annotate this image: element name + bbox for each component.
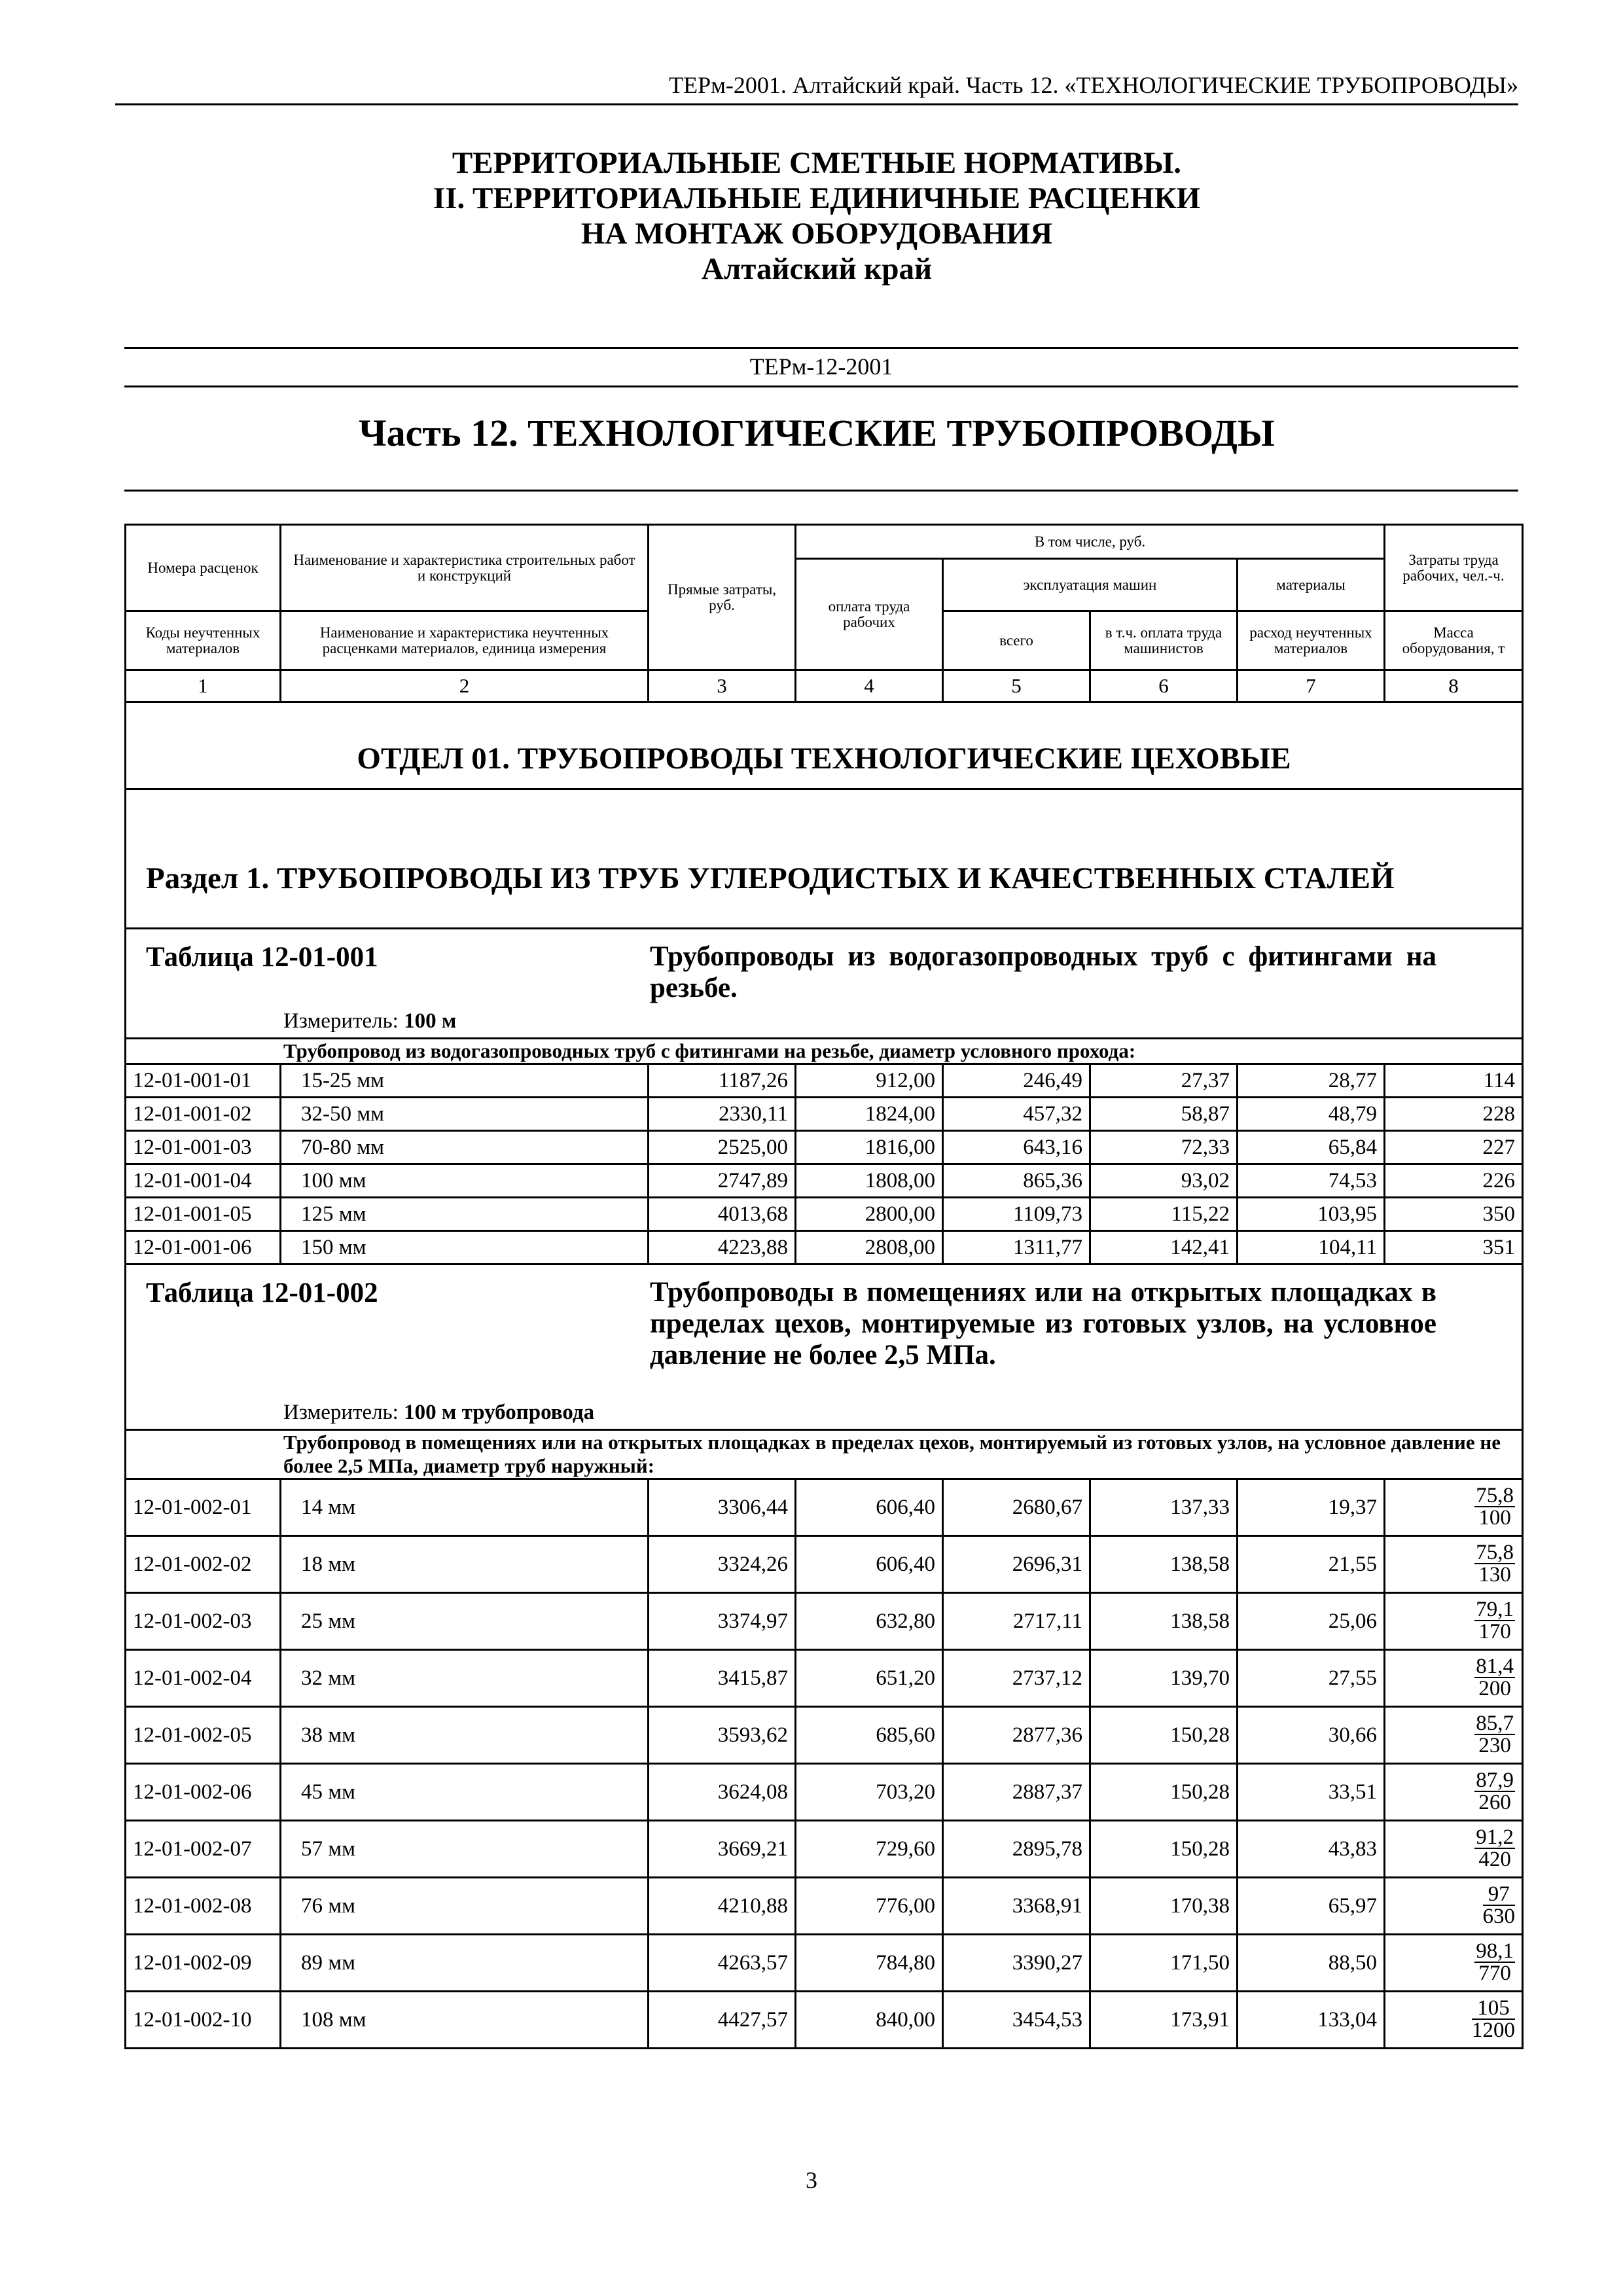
direct-cost: 3415,87 [649, 1650, 796, 1707]
materials-cost: 48,79 [1238, 1098, 1385, 1131]
rate-code: 12-01-001-01 [126, 1064, 281, 1098]
document-code: ТЕРм-12-2001 [124, 347, 1518, 387]
table-row [126, 1935, 1523, 1992]
machine-cost: 2680,67 [943, 1479, 1090, 1536]
header-col4: оплата труда рабочих [796, 559, 943, 670]
machine-cost: 3368,91 [943, 1878, 1090, 1935]
table-row [126, 1231, 1523, 1265]
column-number: 6 [1090, 670, 1238, 702]
labor-hours: 105 [1472, 1998, 1515, 2020]
direct-cost: 3593,62 [649, 1707, 796, 1764]
table-row [126, 1198, 1523, 1231]
razdel-heading: Раздел 1. ТРУБОПРОВОДЫ ИЗ ТРУБ УГЛЕРОДИСТЫХ И КАЧЕСТВЕННЫХ СТАЛЕЙ [126, 789, 1523, 929]
header-col1-top: Номера расценок [126, 525, 281, 611]
labor-hours: 91,2 [1476, 1825, 1514, 1849]
direct-cost: 4223,88 [649, 1231, 796, 1265]
column-number: 7 [1238, 670, 1385, 702]
work-name: 38 мм [281, 1707, 649, 1764]
materials-cost: 88,50 [1238, 1935, 1385, 1992]
materials-cost: 33,51 [1238, 1764, 1385, 1821]
machine-cost: 2887,37 [943, 1764, 1090, 1821]
machine-cost: 1109,73 [943, 1198, 1090, 1231]
rate-code: 12-01-002-02 [126, 1536, 281, 1593]
header-col3: Прямые затраты, руб. [649, 525, 796, 670]
table1-measure: Измеритель: 100 м [283, 1009, 457, 1033]
labor-hours-mass [1385, 1707, 1523, 1764]
direct-cost: 3306,44 [649, 1479, 796, 1536]
rate-code: 12-01-002-10 [126, 1992, 281, 2049]
direct-cost: 2525,00 [649, 1131, 796, 1164]
part-title: Часть 12. ТЕХНОЛОГИЧЕСКИЕ ТРУБОПРОВОДЫ [359, 412, 1275, 454]
running-title: ТЕРм-2001. Алтайский край. Часть 12. «ТЕХНОЛОГИЧЕСКИЕ ТРУБОПРОВОДЫ» [669, 72, 1518, 98]
table2-heading [126, 1265, 1522, 1429]
equipment-mass: 130 [1478, 1562, 1511, 1587]
table1-caption: Трубопровод из водогазопроводных труб с фитингами на резьбе, диаметр условного прохода: [126, 1039, 1523, 1064]
table2-caption: Трубопровод в помещениях или на открытых площадках в пределах цехов, монтируемый из готовых узлов, на условное давление не более 2,5 МПа, диаметр труб наружный: [126, 1430, 1523, 1479]
table-row [126, 1593, 1523, 1650]
labor-cost: 1824,00 [796, 1098, 943, 1131]
machinist-cost: 27,37 [1090, 1064, 1238, 1098]
title-line-3: НА МОНТАЖ ОБОРУДОВАНИЯ [580, 217, 1053, 251]
header-col8-top: Затраты труда рабочих, чел.-ч. [1385, 525, 1523, 611]
rate-code: 12-01-001-03 [126, 1131, 281, 1164]
table1-heading [126, 929, 1522, 1037]
labor-cost: 606,40 [796, 1479, 943, 1536]
materials-cost: 65,84 [1238, 1131, 1385, 1164]
machine-cost: 2895,78 [943, 1821, 1090, 1878]
work-name: 18 мм [281, 1536, 649, 1593]
table-row [126, 1131, 1523, 1164]
header-col5: всего [943, 611, 1090, 670]
column-number: 5 [943, 670, 1090, 702]
materials-cost: 19,37 [1238, 1479, 1385, 1536]
table2-label: Таблица 12-01-002 [146, 1278, 378, 1308]
labor-cost: 776,00 [796, 1878, 943, 1935]
materials-cost: 27,55 [1238, 1650, 1385, 1707]
title-line-2: II. ТЕРРИТОРИАЛЬНЫЕ ЕДИНИЧНЫЕ РАСЦЕНКИ [433, 181, 1201, 215]
direct-cost: 2330,11 [649, 1098, 796, 1131]
work-name: 70-80 мм [281, 1131, 649, 1164]
labor-cost: 703,20 [796, 1764, 943, 1821]
table2-measure-value: 100 м трубопровода [404, 1401, 595, 1424]
work-name: 57 мм [281, 1821, 649, 1878]
labor-hours: 87,9 [1476, 1768, 1514, 1792]
labor-hours-mass [1385, 1479, 1523, 1536]
labor-hours: 85,7 [1476, 1711, 1514, 1735]
labor-cost: 651,20 [796, 1650, 943, 1707]
labor-hours: 79,1 [1476, 1597, 1514, 1621]
labor-hours: 350 [1385, 1198, 1523, 1231]
table-row [126, 1650, 1523, 1707]
machinist-cost: 137,33 [1090, 1479, 1238, 1536]
work-name: 45 мм [281, 1764, 649, 1821]
machinist-cost: 142,41 [1090, 1231, 1238, 1265]
header-col7-bottom: расход неучтенных материалов [1238, 611, 1385, 670]
direct-cost: 3324,26 [649, 1536, 796, 1593]
labor-cost: 2808,00 [796, 1231, 943, 1265]
labor-cost: 685,60 [796, 1707, 943, 1764]
labor-hours-mass [1385, 1821, 1523, 1878]
labor-cost: 912,00 [796, 1064, 943, 1098]
direct-cost: 4263,57 [649, 1935, 796, 1992]
materials-cost: 103,95 [1238, 1198, 1385, 1231]
work-name: 89 мм [281, 1935, 649, 1992]
rate-code: 12-01-001-06 [126, 1231, 281, 1265]
machine-cost: 3390,27 [943, 1935, 1090, 1992]
table-row [126, 1098, 1523, 1131]
labor-hours-mass [1385, 1593, 1523, 1650]
equipment-mass: 630 [1482, 1904, 1516, 1928]
machine-cost: 2696,31 [943, 1536, 1090, 1593]
machine-cost: 2717,11 [943, 1593, 1090, 1650]
materials-cost: 65,97 [1238, 1878, 1385, 1935]
machinist-cost: 72,33 [1090, 1131, 1238, 1164]
column-number: 8 [1385, 670, 1523, 702]
labor-cost: 632,80 [796, 1593, 943, 1650]
page-number: 3 [806, 2167, 817, 2193]
rate-code: 12-01-002-07 [126, 1821, 281, 1878]
work-name: 125 мм [281, 1198, 649, 1231]
table1-measure-value: 100 м [404, 1009, 457, 1033]
labor-hours-mass [1385, 1935, 1523, 1992]
machine-cost: 2877,36 [943, 1707, 1090, 1764]
labor-hours: 75,8 [1476, 1483, 1514, 1507]
machinist-cost: 150,28 [1090, 1764, 1238, 1821]
machine-cost: 643,16 [943, 1131, 1090, 1164]
labor-hours: 351 [1385, 1231, 1523, 1265]
work-name: 32-50 мм [281, 1098, 649, 1131]
materials-cost: 104,11 [1238, 1231, 1385, 1265]
equipment-mass: 260 [1478, 1790, 1511, 1814]
table-row [126, 1821, 1523, 1878]
equipment-mass: 420 [1478, 1847, 1511, 1871]
machine-cost: 865,36 [943, 1164, 1090, 1198]
header-machines: эксплуатация машин [943, 559, 1238, 611]
labor-cost: 1816,00 [796, 1131, 943, 1164]
rate-code: 12-01-002-03 [126, 1593, 281, 1650]
running-header [115, 71, 1518, 105]
table-row [126, 1707, 1523, 1764]
column-number: 2 [281, 670, 649, 702]
work-name: 76 мм [281, 1878, 649, 1935]
equipment-mass: 770 [1478, 1961, 1511, 1985]
table1-description: Трубопроводы из водогазопроводных труб с фитингами на резьбе. [650, 941, 1437, 1003]
machinist-cost: 173,91 [1090, 1992, 1238, 2049]
direct-cost: 4210,88 [649, 1878, 796, 1935]
labor-cost: 729,60 [796, 1821, 943, 1878]
machinist-cost: 115,22 [1090, 1198, 1238, 1231]
equipment-mass: 230 [1478, 1733, 1511, 1757]
labor-hours: 97 [1483, 1884, 1516, 1906]
document-title [115, 145, 1518, 287]
equipment-mass: 1200 [1472, 2018, 1516, 2042]
machinist-cost: 171,50 [1090, 1935, 1238, 1992]
header-col2-bottom: Наименование и характеристика неучтенных расценками материалов, единица измерения [281, 611, 649, 670]
work-name: 32 мм [281, 1650, 649, 1707]
labor-cost: 1808,00 [796, 1164, 943, 1198]
work-name: 15-25 мм [281, 1064, 649, 1098]
direct-cost: 2747,89 [649, 1164, 796, 1198]
machinist-cost: 170,38 [1090, 1878, 1238, 1935]
machinist-cost: 150,28 [1090, 1707, 1238, 1764]
table-row [126, 1064, 1523, 1098]
machinist-cost: 138,58 [1090, 1593, 1238, 1650]
labor-hours-mass [1385, 1650, 1523, 1707]
labor-hours: 98,1 [1476, 1939, 1514, 1963]
title-line-1: ТЕРРИТОРИАЛЬНЫЕ СМЕТНЫЕ НОРМАТИВЫ. [452, 146, 1182, 180]
rate-code: 12-01-002-01 [126, 1479, 281, 1536]
table2-measure: Измеритель: 100 м трубопровода [283, 1401, 595, 1424]
labor-hours: 114 [1385, 1064, 1523, 1098]
equipment-mass: 170 [1478, 1619, 1511, 1643]
column-numbers-row [126, 670, 1523, 702]
direct-cost: 4427,57 [649, 1992, 796, 2049]
rates-table [124, 524, 1524, 2049]
labor-hours-mass [1385, 1992, 1523, 2049]
header-col6: в т.ч. оплата труда машинистов [1090, 611, 1238, 670]
work-name: 25 мм [281, 1593, 649, 1650]
materials-cost: 43,83 [1238, 1821, 1385, 1878]
otdel-heading: ОТДЕЛ 01. ТРУБОПРОВОДЫ ТЕХНОЛОГИЧЕСКИЕ ЦЕХОВЫЕ [126, 702, 1523, 789]
materials-cost: 25,06 [1238, 1593, 1385, 1650]
labor-hours: 81,4 [1476, 1654, 1514, 1678]
header-col2-top: Наименование и характеристика строительных работ и конструкций [281, 525, 649, 611]
table-row [126, 1164, 1523, 1198]
machinist-cost: 150,28 [1090, 1821, 1238, 1878]
labor-cost: 606,40 [796, 1536, 943, 1593]
direct-cost: 3374,97 [649, 1593, 796, 1650]
machine-cost: 1311,77 [943, 1231, 1090, 1265]
labor-hours: 226 [1385, 1164, 1523, 1198]
labor-cost: 840,00 [796, 1992, 943, 2049]
machine-cost: 3454,53 [943, 1992, 1090, 2049]
table-row [126, 1992, 1523, 2049]
labor-hours-mass [1385, 1536, 1523, 1593]
table2-description: Трубопроводы в помещениях или на открытых площадках в пределах цехов, монтируемые из готовых узлов, на условное давление не более 2,5 МПа. [650, 1277, 1437, 1371]
header-including: В том числе, руб. [796, 525, 1385, 559]
work-name: 150 мм [281, 1231, 649, 1265]
machinist-cost: 58,87 [1090, 1098, 1238, 1131]
materials-cost: 21,55 [1238, 1536, 1385, 1593]
machinist-cost: 139,70 [1090, 1650, 1238, 1707]
work-name: 108 мм [281, 1992, 649, 2049]
machine-cost: 246,49 [943, 1064, 1090, 1098]
table-row [126, 1764, 1523, 1821]
column-number: 4 [796, 670, 943, 702]
materials-cost: 133,04 [1238, 1992, 1385, 2049]
equipment-mass: 200 [1478, 1676, 1511, 1700]
machinist-cost: 138,58 [1090, 1536, 1238, 1593]
work-name: 14 мм [281, 1479, 649, 1536]
direct-cost: 3624,08 [649, 1764, 796, 1821]
materials-cost: 28,77 [1238, 1064, 1385, 1098]
equipment-mass: 100 [1478, 1505, 1511, 1530]
header-col7-top: материалы [1238, 559, 1385, 611]
header-col1-bottom: Коды неучтенных материалов [126, 611, 281, 670]
header-col8-bottom: Масса оборудования, т [1385, 611, 1523, 670]
machine-cost: 2737,12 [943, 1650, 1090, 1707]
labor-hours: 228 [1385, 1098, 1523, 1131]
rate-code: 12-01-002-08 [126, 1878, 281, 1935]
table1-label: Таблица 12-01-001 [146, 942, 378, 973]
table-row [126, 1479, 1523, 1536]
table-row [126, 1878, 1523, 1935]
materials-cost: 74,53 [1238, 1164, 1385, 1198]
rate-code: 12-01-001-04 [126, 1164, 281, 1198]
divider [124, 490, 1518, 492]
rate-code: 12-01-001-05 [126, 1198, 281, 1231]
rate-code: 12-01-002-04 [126, 1650, 281, 1707]
labor-hours-mass [1385, 1878, 1523, 1935]
table-row [126, 1536, 1523, 1593]
labor-cost: 784,80 [796, 1935, 943, 1992]
rate-code: 12-01-001-02 [126, 1098, 281, 1131]
rate-code: 12-01-002-09 [126, 1935, 281, 1992]
labor-hours: 227 [1385, 1131, 1523, 1164]
column-number: 3 [649, 670, 796, 702]
direct-cost: 3669,21 [649, 1821, 796, 1878]
labor-cost: 2800,00 [796, 1198, 943, 1231]
materials-cost: 30,66 [1238, 1707, 1385, 1764]
machine-cost: 457,32 [943, 1098, 1090, 1131]
rate-code: 12-01-002-06 [126, 1764, 281, 1821]
work-name: 100 мм [281, 1164, 649, 1198]
labor-hours: 75,8 [1476, 1540, 1514, 1564]
column-number: 1 [126, 670, 281, 702]
machinist-cost: 93,02 [1090, 1164, 1238, 1198]
title-line-4: Алтайский край [701, 252, 933, 286]
labor-hours-mass [1385, 1764, 1523, 1821]
direct-cost: 1187,26 [649, 1064, 796, 1098]
rate-code: 12-01-002-05 [126, 1707, 281, 1764]
direct-cost: 4013,68 [649, 1198, 796, 1231]
